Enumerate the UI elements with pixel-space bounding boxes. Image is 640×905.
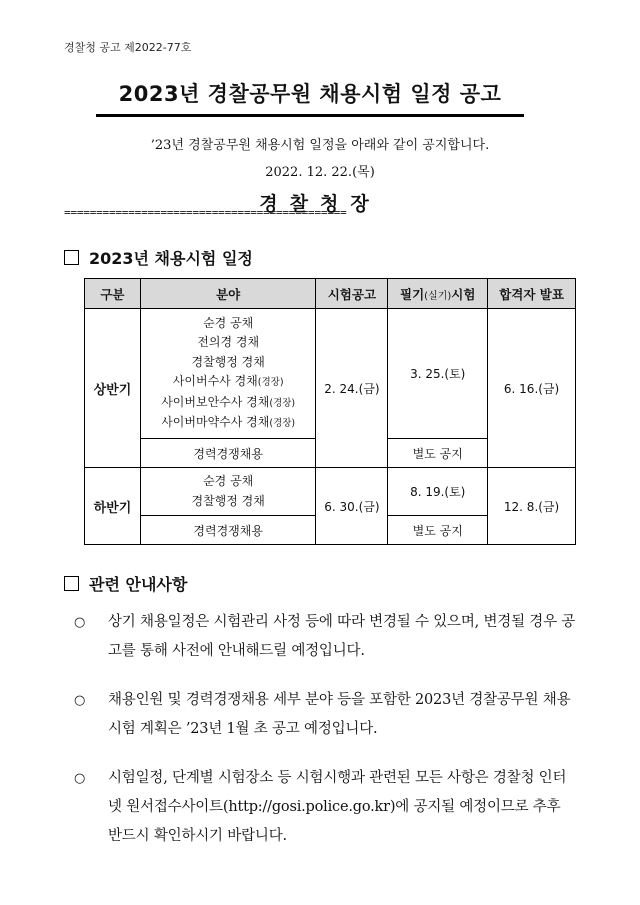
issuing-authority: 경찰청장 (259, 193, 381, 215)
field-item: 순경 공채 (203, 474, 254, 488)
schedule-table (84, 278, 576, 545)
field-item: 경찰행정 경채 (191, 354, 265, 369)
second-half-career-exam: 별도 공지 (388, 516, 488, 545)
section-heading-schedule (64, 246, 253, 269)
bullet-circle-icon: ○ (74, 615, 86, 630)
header-written-exam: 필기(실기)시험 (388, 279, 488, 309)
field-rank-note: (경장) (269, 397, 296, 409)
field-item: 전의경 경채 (197, 335, 260, 349)
field-item: 순경 공채 (203, 315, 254, 330)
title-block (96, 78, 524, 117)
table-row (85, 309, 576, 439)
second-half-announce-date: 6. 30.(금) (316, 468, 388, 545)
document-number: 경찰청 공고 제2022-77호 (64, 41, 192, 54)
section-heading-notices (64, 572, 187, 595)
field-rank-note: (경장) (269, 418, 296, 429)
bullet-circle-icon: ○ (74, 771, 86, 786)
page-title: 2023년 경찰공무원 채용시험 일정 공고 (118, 82, 502, 106)
checkbox-square-icon (64, 576, 79, 591)
first-half-exam-date: 3. 25.(토) (388, 309, 488, 439)
second-half-career: 경력경쟁채용 (140, 516, 316, 545)
intro-text: ’23년 경찰공무원 채용시험 일정을 아래와 같이 공지합니다. (150, 138, 490, 153)
first-half-career: 경력경쟁채용 (140, 439, 316, 468)
section-heading-notices-text: 관련 안내사항 (89, 575, 188, 594)
first-half-career-exam: 별도 공지 (388, 439, 488, 468)
first-half-fields (140, 309, 316, 439)
field-item: 사이버마약수사 경채 (161, 415, 270, 429)
separator-line: ============================================ (64, 206, 347, 219)
list-item (64, 608, 576, 666)
field-rank-note: (경장) (257, 377, 284, 388)
announcement-date: 2022. 12. 22.(목) (265, 165, 375, 180)
header-field: 분야 (140, 279, 316, 309)
notice-text: 채용인원 및 경력경쟁채용 세부 분야 등을 포함한 2023년 경찰공무원 채용시험 계획은 ’23년 1월 초 공고 예정입니다. (108, 692, 571, 737)
list-item (64, 764, 576, 851)
header-category: 구분 (85, 279, 141, 309)
intro-block (0, 134, 640, 216)
header-announcement: 시험공고 (316, 279, 388, 309)
bullet-circle-icon: ○ (74, 693, 86, 708)
header-result: 합격자 발표 (488, 279, 576, 309)
notice-list (64, 608, 576, 871)
first-half-result-date: 6. 16.(금) (488, 309, 576, 468)
table-row (85, 468, 576, 516)
field-item: 경찰행정 경채 (191, 493, 265, 508)
title-underline (96, 114, 524, 117)
second-half-result-date: 12. 8.(금) (488, 468, 576, 545)
first-half-announce-date: 2. 24.(금) (316, 309, 388, 468)
second-half-label: 하반기 (85, 468, 141, 545)
table-header-row (85, 279, 576, 309)
second-half-exam-date: 8. 19.(토) (388, 468, 488, 516)
list-item (64, 686, 576, 744)
field-item: 사이버보안수사 경채 (161, 394, 270, 409)
field-item: 사이버수사 경채 (172, 374, 258, 388)
second-half-fields (140, 468, 316, 516)
notice-text: 상기 채용일정은 시험관리 사정 등에 따라 변경될 수 있으며, 변경될 경우 공고를 통해 사전에 안내해드릴 예정입니다. (108, 614, 576, 659)
checkbox-square-icon (64, 250, 79, 265)
section-heading-schedule-text: 2023년 채용시험 일정 (89, 249, 253, 268)
first-half-label: 상반기 (85, 309, 141, 468)
notice-text: 시험일정, 단계별 시험장소 등 시험시행과 관련된 모든 사항은 경찰청 인터넷 원서접수사이트(http://gosi.police.go.kr)에 공지될 예정이므로 추후 반드시 확인하시기 바랍니다. (108, 770, 567, 844)
